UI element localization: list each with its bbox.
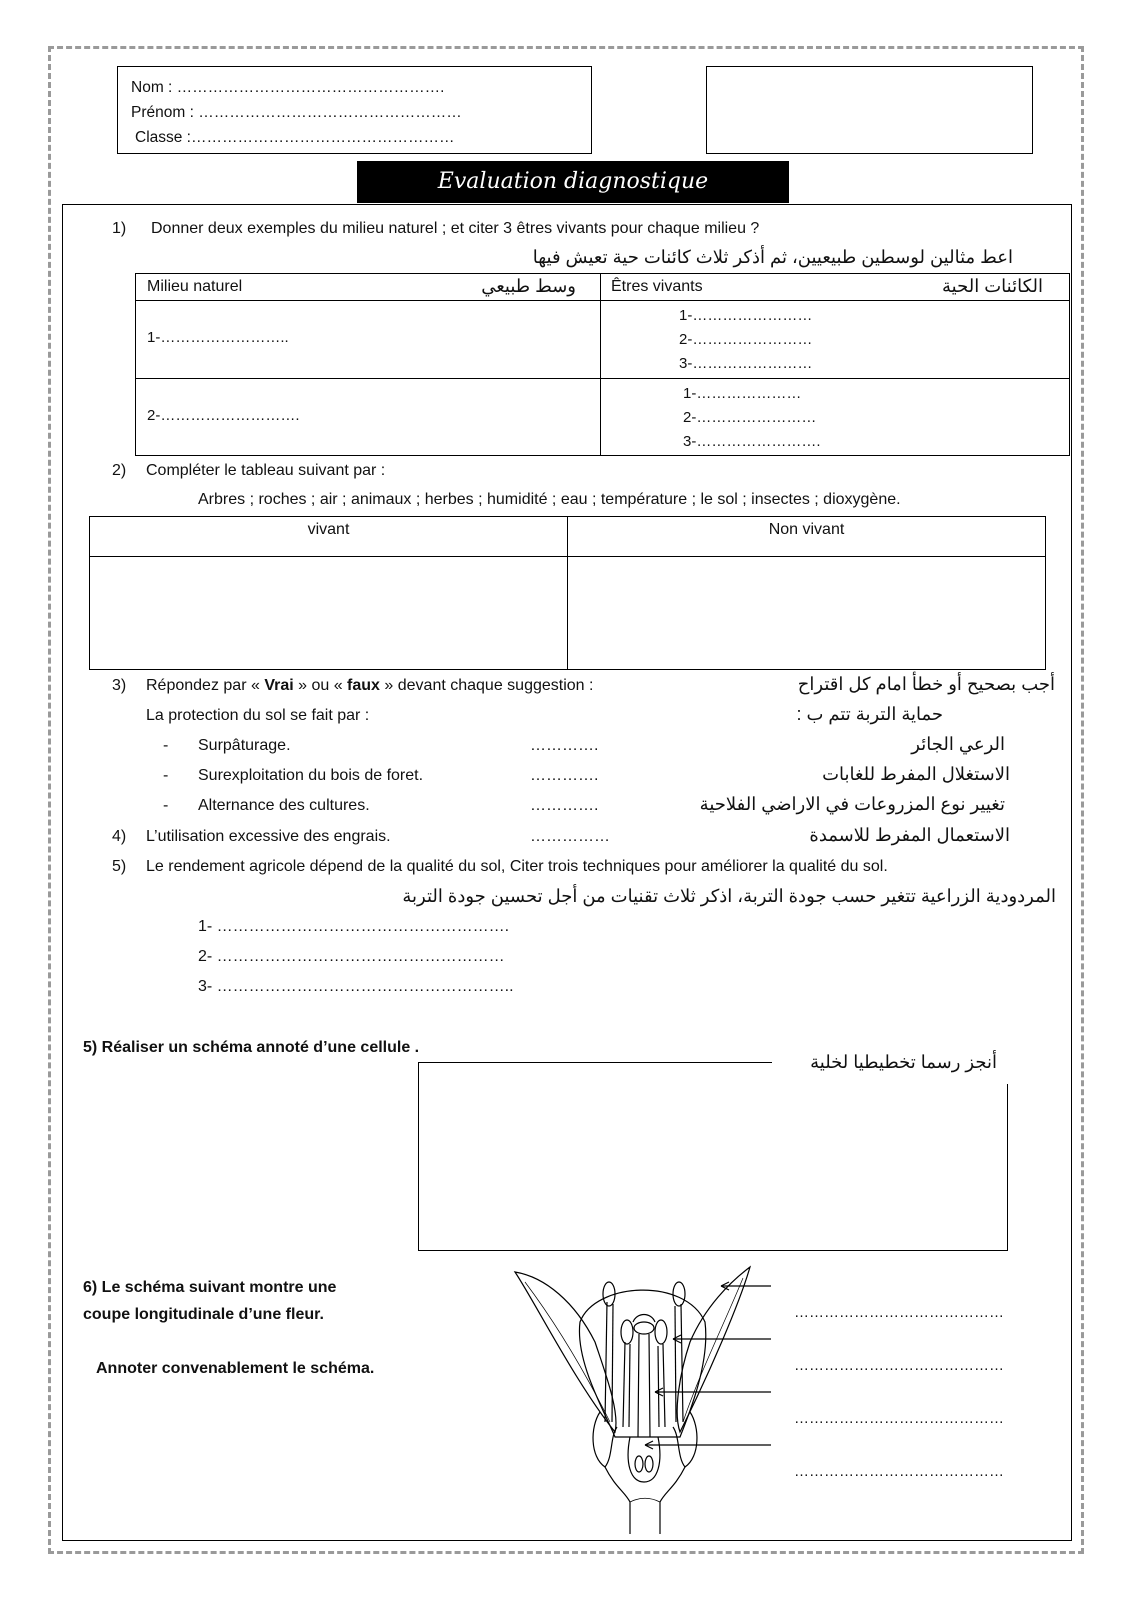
q1-header-milieu: [136, 274, 601, 301]
q3-item-ar: الرعي الجائر: [911, 734, 1005, 754]
q2-non-vivant-answer[interactable]: [568, 557, 1046, 670]
q4-number: 4): [112, 828, 127, 845]
q3-item-answer[interactable]: ………….: [530, 767, 599, 784]
pistil: [628, 1315, 660, 1483]
q1-header-etres: [601, 274, 1070, 301]
q3-item-dash: -: [163, 797, 169, 814]
q1-row2-item: 1-…………………: [683, 385, 802, 402]
q2-question: Compléter le tableau suivant par :: [146, 462, 386, 479]
q1-row2-item: 3-…………………….: [683, 433, 821, 450]
sepal-right: [673, 1412, 697, 1467]
q3-number: 3): [112, 677, 127, 694]
q1-number: 1): [112, 220, 127, 237]
q1-col2-ar: الكائنات الحية: [942, 276, 1043, 296]
q1-row2-milieu[interactable]: [136, 379, 601, 456]
q3-item-ar: الاستغلال المفرط للغابات: [822, 764, 1010, 784]
flower-label-line[interactable]: ……………………………………: [794, 1357, 1004, 1374]
q5-answer-line[interactable]: 3- ………………………………………………..: [198, 978, 514, 995]
q2-vivant-answer[interactable]: [90, 557, 568, 670]
page-title: Evaluation diagnostique: [357, 161, 789, 203]
q3-item-fr: Alternance des cultures.: [198, 797, 370, 814]
classe-field[interactable]: Classe :……………………………………………: [135, 129, 455, 146]
student-info-box: [117, 66, 592, 154]
nom-field[interactable]: Nom : …………………………………………….: [131, 79, 445, 96]
q5-question-ar: المردودية الزراعية تتغير حسب جودة التربة، اذكر ثلاث تقنيات من أجل تحسين جودة التربة: [402, 886, 1056, 906]
q1-row1-item: 3-……………………: [679, 355, 813, 372]
left-petal: [515, 1272, 616, 1432]
q3-question-fr: Répondez par « Vrai » ou « faux » devant chaque suggestion :: [146, 677, 594, 694]
q6-line2: coupe longitudinale d’une fleur.: [83, 1306, 324, 1323]
stamens: [603, 1282, 685, 1427]
flower-label-line[interactable]: ……………………………………: [794, 1463, 1004, 1480]
q2-number: 2): [112, 462, 127, 479]
q1-row2-etres[interactable]: [601, 379, 1070, 456]
q3-item-answer[interactable]: ………….: [530, 737, 599, 754]
q1-col1-fr: Milieu naturel: [147, 278, 243, 295]
q5-question-fr: Le rendement agricole dépend de la qualité du sol, Citer trois techniques pour améliorer la qualité du sol.: [146, 858, 888, 875]
flower-label-line[interactable]: ……………………………………: [794, 1410, 1004, 1427]
q5-answer-line[interactable]: 1- ……………………………………………….: [198, 918, 510, 935]
q5-answer-line[interactable]: 2- ………………………………………………: [198, 948, 505, 965]
q3-item-ar: تغيير نوع المزروعات في الاراضي الفلاحية: [699, 794, 1005, 814]
q5b-question-ar: أنجز رسما تخطيطيا لخلية: [804, 1052, 1003, 1073]
q3-item-answer[interactable]: ………….: [530, 797, 599, 814]
q6-line1: 6) Le schéma suivant montre une: [83, 1279, 337, 1296]
grade-box: [706, 66, 1033, 154]
q5b-question-fr: 5) Réaliser un schéma annoté d’une cellule .: [83, 1039, 420, 1056]
q6-instruction: Annoter convenablement le schéma.: [96, 1360, 375, 1377]
q3-subtitle-fr: La protection du sol se fait par :: [146, 707, 370, 724]
q3-item-dash: -: [163, 737, 169, 754]
q3-item-dash: -: [163, 767, 169, 784]
q4-text: L’utilisation excessive des engrais.: [146, 828, 391, 845]
prenom-field[interactable]: Prénom : ……………………………………………: [131, 104, 462, 121]
q3-item-fr: Surexploitation du bois de foret.: [198, 767, 424, 784]
q4-text-ar: الاستعمال المفرط للاسمدة: [809, 825, 1010, 845]
q1-table: [135, 273, 1070, 456]
q1-question-fr: Donner deux exemples du milieu naturel ; et citer 3 êtres vivants pour chaque milieu ?: [151, 220, 760, 237]
q1-row2-item: 2-……………………: [683, 409, 817, 426]
q2-table: [89, 516, 1046, 670]
q1-row2-milieu-text: 2-……………………….: [147, 407, 300, 424]
receptacle: [605, 1467, 685, 1534]
q1-row1-item: 2-……………………: [679, 331, 813, 348]
q1-row1-milieu-text: 1-……………………..: [147, 329, 289, 346]
flower-label-line[interactable]: ……………………………………: [794, 1304, 1004, 1321]
q2-word-list: Arbres ; roches ; air ; animaux ; herbes ; humidité ; eau ; température ; le sol ; insectes ; dioxygène.: [198, 491, 901, 508]
q1-row1-milieu[interactable]: [136, 301, 601, 379]
q2-col-non-vivant: Non vivant: [568, 517, 1046, 557]
cell-drawing-box[interactable]: [418, 1062, 1008, 1251]
q4-answer[interactable]: ……………: [530, 828, 610, 845]
q2-col-vivant: vivant: [90, 517, 568, 557]
q1-row1-item: 1-……………………: [679, 307, 813, 324]
flower-diagram: [505, 1262, 795, 1537]
q1-col1-ar: وسط طبيعي: [481, 276, 576, 296]
q1-question-ar: اعط مثالين لوسطين طبيعيين، ثم أذكر ثلاث كائنات حية تعيش فيها: [532, 247, 1013, 267]
q1-col2-fr: Êtres vivants: [611, 278, 703, 295]
q3-subtitle-ar: حماية التربة تتم ب :: [796, 704, 943, 724]
q5-number: 5): [112, 858, 127, 875]
q3-item-fr: Surpâturage.: [198, 737, 291, 754]
q1-row1-etres[interactable]: [601, 301, 1070, 379]
q3-question-ar: أجب بصحيح أو خطأ امام كل اقتراح: [797, 674, 1055, 694]
